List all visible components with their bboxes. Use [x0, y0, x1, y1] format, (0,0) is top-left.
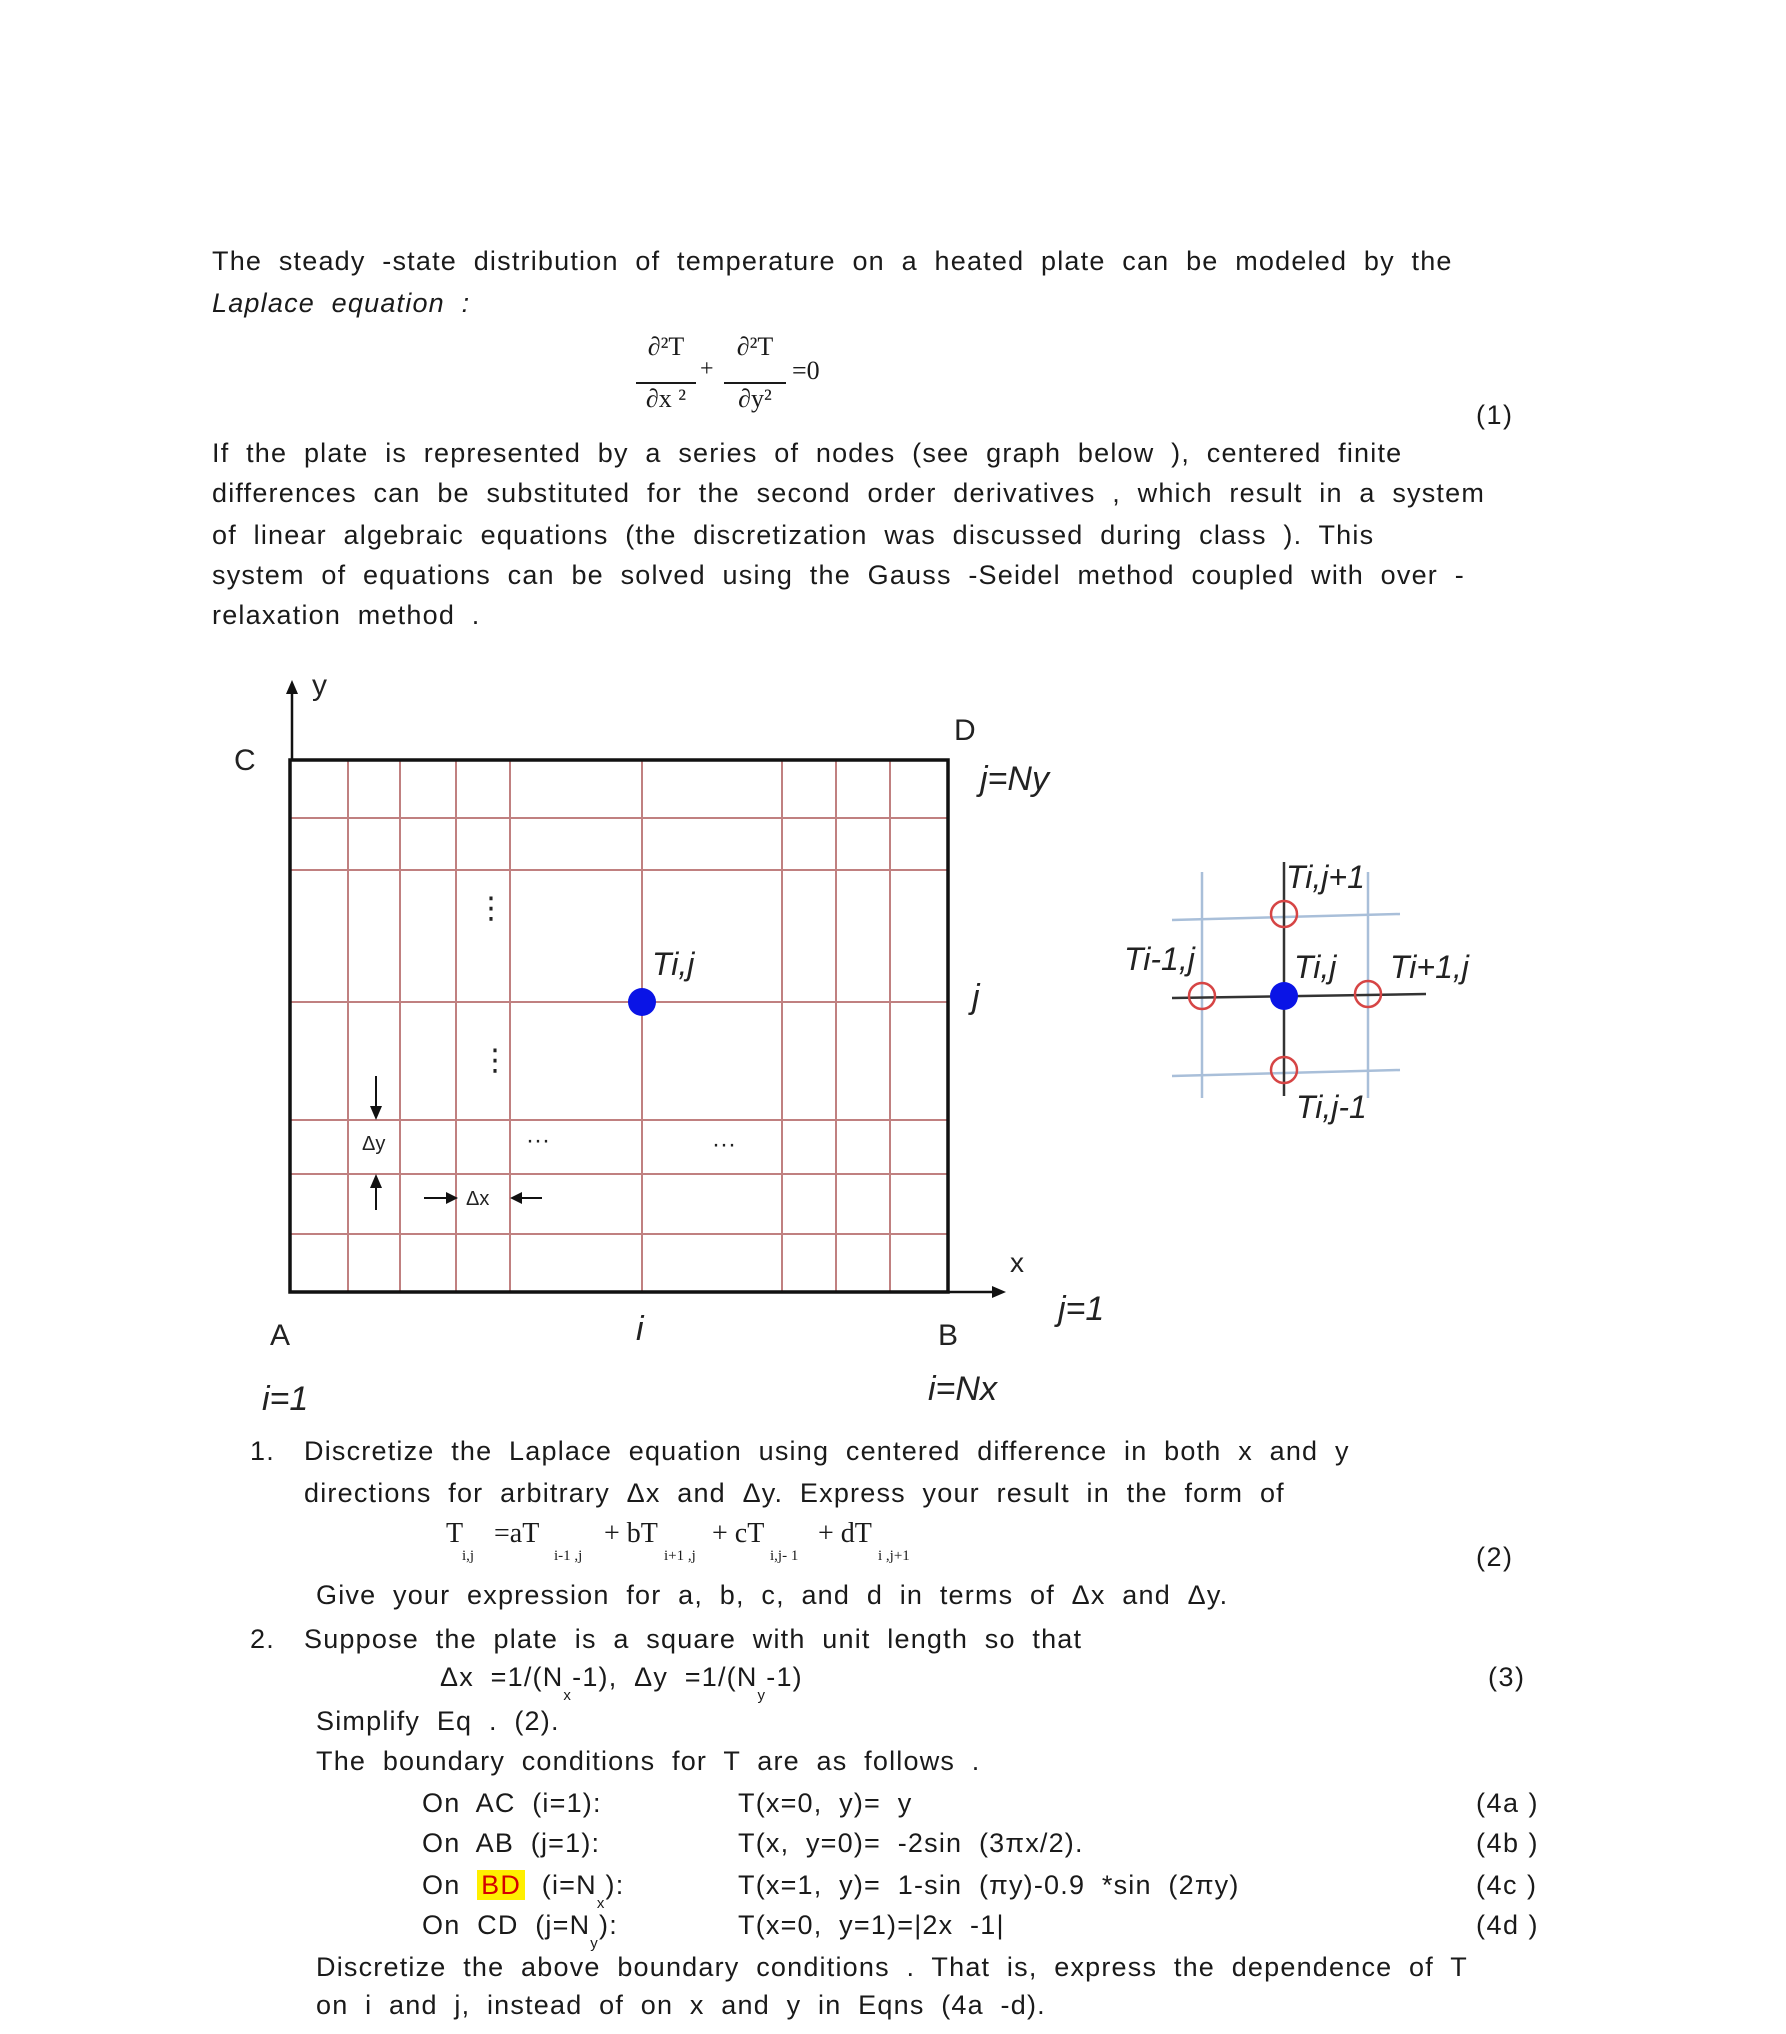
stencil-label-bottom: Ti,j-1	[1296, 1089, 1367, 1125]
bc-4d-close: ):	[599, 1910, 618, 1940]
bc-4d-label	[422, 1910, 618, 1952]
eq1-plus: +	[700, 356, 714, 382]
paragraph-line-2: differences can be substituted for the second order derivatives , which result in a system	[212, 478, 1486, 508]
item-2-line-2: Simplify Eq . (2).	[316, 1706, 560, 1736]
eq2-a-sub: i-1 ,j	[554, 1548, 583, 1564]
eq2-number: (2)	[1476, 1542, 1514, 1572]
bc-4a-label: On AC (i=1):	[422, 1788, 602, 1818]
corner-a-label: A	[270, 1319, 291, 1352]
i-label: i	[636, 1310, 644, 1348]
i-equals-1-label: i=1	[262, 1380, 309, 1418]
eq1-equals-zero: =0	[792, 356, 820, 385]
equation-3	[440, 1662, 803, 1704]
bc-4b-formula: T(x, y=0)= -2sin (3πx/2).	[738, 1828, 1084, 1858]
eq3-part-2: -1), Δy =1/(N	[572, 1662, 758, 1692]
eq1-numerator-2: ∂²T	[736, 332, 774, 361]
stencil-node-center	[1270, 982, 1298, 1010]
stencil-label-right: Ti+1,j	[1390, 949, 1469, 985]
eq3-part-1: Δx =1/(N	[440, 1662, 564, 1692]
paragraph-line-5: relaxation method .	[212, 600, 481, 630]
bc-4c-close: ):	[605, 1870, 625, 1900]
item-1-line-1: Discretize the Laplace equation using centered difference in both x and y	[304, 1436, 1350, 1466]
eq3-sub-y: y	[757, 1687, 767, 1704]
eq2-b-sub: i+1 ,j	[664, 1548, 696, 1564]
stencil-label-center: Ti,j	[1294, 949, 1337, 985]
eq2-t-sub: i,j	[462, 1548, 475, 1564]
eq3-part-3: -1)	[766, 1662, 803, 1692]
i-equals-nx-label: i=Nx	[928, 1370, 997, 1408]
dy-label: Δy	[362, 1133, 386, 1155]
paragraph-line-1: If the plate is represented by a series of nodes (see graph below ), centered finite	[212, 438, 1403, 468]
eq1-denominator-1: ∂x ²	[645, 384, 687, 413]
vertical-ellipsis-lower: ⋮	[480, 1044, 510, 1077]
paragraph-line-4: system of equations can be solved using the Gauss -Seidel method coupled with over -	[212, 560, 1465, 590]
bc-4d-rest: (j=N	[535, 1910, 591, 1940]
bc-4d-number: (4d )	[1476, 1910, 1540, 1940]
j-equals-1-label: j=1	[1058, 1290, 1105, 1328]
intro-line-2: Laplace equation :	[212, 288, 471, 318]
stencil-label-left: Ti-1,j	[1124, 941, 1195, 977]
bc-4d-sub: y	[590, 1935, 599, 1952]
stencil-label-top: Ti,j+1	[1286, 859, 1365, 895]
eq1-numerator-1: ∂²T	[647, 332, 685, 361]
bc-4c-label	[422, 1870, 625, 1912]
dx-label: Δx	[466, 1188, 490, 1210]
bc-4c-on: On	[422, 1870, 461, 1900]
eq2-t: T	[446, 1518, 464, 1549]
item-2-line-1: Suppose the plate is a square with unit length so that	[304, 1624, 1083, 1654]
paragraph-line-3: of linear algebraic equations (the discretization was discussed during class ). This	[212, 520, 1375, 550]
eq3-sub-x: x	[563, 1687, 573, 1704]
eq1-denominator-2: ∂y²	[738, 384, 772, 413]
bc-4d-edge: CD	[477, 1910, 519, 1940]
bc-4d-formula: T(x=0, y=1)=|2x -1|	[738, 1910, 1005, 1940]
item-2-line-5: on i and j, instead of on x and y in Eqns (4a -d).	[316, 1990, 1046, 2020]
corner-c-label: C	[234, 744, 256, 777]
node-tij-label: Ti,j	[652, 946, 695, 982]
bc-4a-number: (4a )	[1476, 1788, 1540, 1818]
bc-4c-rest: (i=N	[541, 1870, 597, 1900]
eq2-b-term: + bT	[604, 1518, 658, 1549]
item-1-line-2: directions for arbitrary Δx and Δy. Express your result in the form of	[304, 1478, 1285, 1508]
x-axis-label: x	[1010, 1247, 1024, 1278]
bc-4c-highlight-bd: BD	[477, 1870, 525, 1900]
eq3-number: (3)	[1488, 1662, 1526, 1692]
corner-b-label: B	[938, 1319, 959, 1352]
eq2-d-sub: i ,j+1	[878, 1548, 910, 1564]
bc-4d-on: On	[422, 1910, 461, 1940]
item-1-line-3: Give your expression for a, b, c, and d in terms of Δx and Δy.	[316, 1580, 1229, 1610]
y-axis-label: y	[312, 669, 327, 702]
bc-4c-sub: x	[596, 1895, 606, 1912]
intro-line-1: The steady -state distribution of temperature on a heated plate can be modeled by the	[212, 246, 1453, 276]
bc-4b-number: (4b )	[1476, 1828, 1540, 1858]
horizontal-ellipsis-left: ···	[526, 1127, 550, 1154]
vertical-ellipsis-upper: ⋮	[476, 892, 506, 925]
eq2-d-term: + dT	[818, 1518, 872, 1549]
bc-4b-label: On AB (j=1):	[422, 1828, 601, 1858]
bc-4a-formula: T(x=0, y)= y	[738, 1788, 913, 1818]
item-2-line-4: Discretize the above boundary conditions . That is, express the dependence of T	[316, 1952, 1468, 1982]
item-2-marker: 2.	[250, 1624, 275, 1654]
eq2-a-term: =aT	[494, 1518, 540, 1549]
eq2-c-sub: i,j- 1	[770, 1548, 799, 1564]
item-1-marker: 1.	[250, 1436, 275, 1466]
bc-4c-number: (4c )	[1476, 1870, 1538, 1900]
eq2-c-term: + cT	[712, 1518, 765, 1549]
horizontal-ellipsis-right: ···	[712, 1131, 736, 1158]
j-equals-ny-label: j=Ny	[980, 760, 1049, 798]
eq1-number: (1)	[1476, 400, 1514, 430]
corner-d-label: D	[954, 714, 976, 747]
j-label: j	[972, 978, 980, 1016]
item-2-line-3: The boundary conditions for T are as follows .	[316, 1746, 981, 1776]
bc-4c-formula: T(x=1, y)= 1-sin (πy)-0.9 *sin (2πy)	[738, 1870, 1240, 1900]
